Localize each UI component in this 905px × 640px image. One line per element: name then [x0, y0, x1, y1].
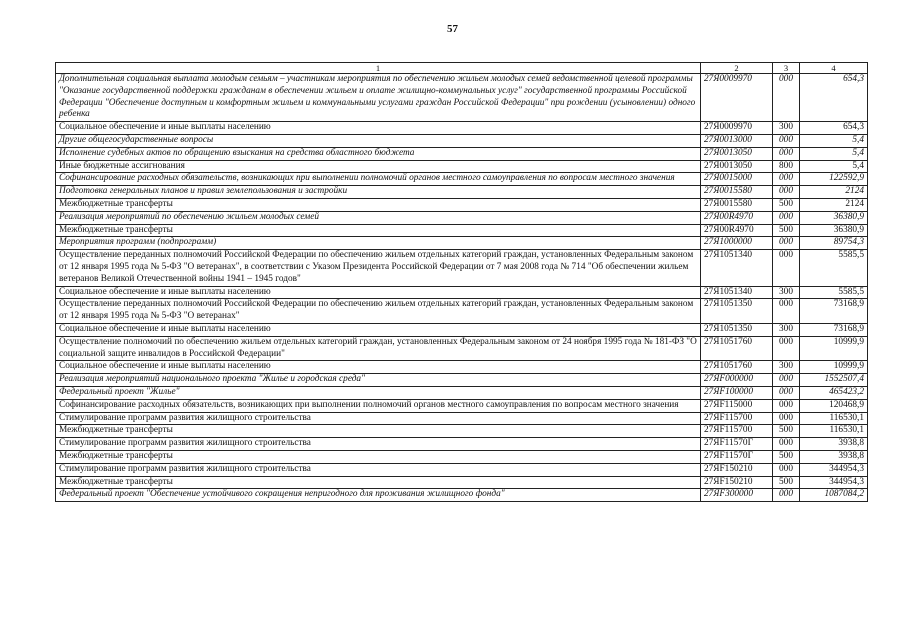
- row-type-cell: 000: [773, 186, 800, 199]
- row-sum-cell: 5,4: [800, 147, 868, 160]
- row-sum-cell: 344954,3: [800, 463, 868, 476]
- row-name-cell: Другие общегосударственные вопросы: [56, 134, 701, 147]
- row-code-cell: 27Я00R4970: [701, 211, 773, 224]
- table-row: [56, 425, 868, 438]
- row-code-cell: 27Я1051350: [701, 299, 773, 324]
- row-name-cell: Осуществление переданных полномочий Российской Федерации по обеспечению жильем отдельных категорий граждан, установленных Федеральным законом от 12 января 1995 года № 5-ФЗ "О ветеранах": [56, 299, 701, 324]
- table-row: [56, 476, 868, 489]
- row-sum-cell: 654,3: [800, 122, 868, 135]
- row-name-cell: Исполнение судебных актов по обращению взыскания на средства областного бюджета: [56, 147, 701, 160]
- table-row: [56, 224, 868, 237]
- row-code-cell: 27ЯF115000: [701, 399, 773, 412]
- row-sum-cell: 2124: [800, 186, 868, 199]
- row-name-cell: Социальное обеспечение и иные выплаты населению: [56, 122, 701, 135]
- row-type-cell: 000: [773, 463, 800, 476]
- row-type-cell: 300: [773, 323, 800, 336]
- header-cell-sum: 4: [800, 63, 868, 74]
- row-sum-cell: 5,4: [800, 160, 868, 173]
- row-type-cell: 000: [773, 374, 800, 387]
- row-name-cell: Стимулирование программ развития жилищного строительства: [56, 463, 701, 476]
- row-type-cell: 000: [773, 438, 800, 451]
- row-name-cell: Стимулирование программ развития жилищного строительства: [56, 412, 701, 425]
- table-row: [56, 160, 868, 173]
- table-row: [56, 374, 868, 387]
- table-row: [56, 438, 868, 451]
- row-name-cell: Федеральный проект "Жилье": [56, 386, 701, 399]
- row-name-cell: Социальное обеспечение и иные выплаты населению: [56, 361, 701, 374]
- row-type-cell: 500: [773, 224, 800, 237]
- row-code-cell: 27ЯF115700: [701, 425, 773, 438]
- row-sum-cell: 465423,2: [800, 386, 868, 399]
- table-row: [56, 173, 868, 186]
- table-row: [56, 122, 868, 135]
- row-type-cell: 000: [773, 489, 800, 502]
- row-name-cell: Межбюджетные трансферты: [56, 450, 701, 463]
- row-type-cell: 500: [773, 198, 800, 211]
- row-code-cell: 27Я00R4970: [701, 224, 773, 237]
- table-row: [56, 74, 868, 122]
- row-sum-cell: 5,4: [800, 134, 868, 147]
- row-sum-cell: 89754,3: [800, 237, 868, 250]
- table-row: [56, 134, 868, 147]
- row-code-cell: 27ЯF150210: [701, 463, 773, 476]
- row-type-cell: 500: [773, 450, 800, 463]
- row-sum-cell: 654,3: [800, 74, 868, 122]
- table-row: [56, 361, 868, 374]
- table-row: [56, 186, 868, 199]
- row-sum-cell: 73168,9: [800, 299, 868, 324]
- row-name-cell: Софинансирование расходных обязательств, возникающих при выполнении полномочий органов местного самоуправления по вопросам местного значения: [56, 399, 701, 412]
- row-code-cell: 27Я0015000: [701, 173, 773, 186]
- table-row: [56, 399, 868, 412]
- table-row: [56, 299, 868, 324]
- row-code-cell: 27Я1051340: [701, 250, 773, 286]
- row-sum-cell: 344954,3: [800, 476, 868, 489]
- row-code-cell: 27ЯF000000: [701, 374, 773, 387]
- row-type-cell: 300: [773, 361, 800, 374]
- row-name-cell: Софинансирование расходных обязательств, возникающих при выполнении полномочий органов местного самоуправления по вопросам местного значения: [56, 173, 701, 186]
- row-name-cell: Подготовка генеральных планов и правил землепользования и застройки: [56, 186, 701, 199]
- row-code-cell: 27ЯF11570Г: [701, 438, 773, 451]
- row-name-cell: Социальное обеспечение и иные выплаты населению: [56, 323, 701, 336]
- row-type-cell: 000: [773, 299, 800, 324]
- row-code-cell: 27Я0013000: [701, 134, 773, 147]
- row-code-cell: 27Я0015580: [701, 186, 773, 199]
- row-name-cell: Осуществление полномочий по обеспечению жильем отдельных категорий граждан, установленных Федеральным законом от 24 ноября 1995 года № 181-ФЗ "О социальной защите инвалидов в Российской Федерации": [56, 336, 701, 361]
- table-header-row: [56, 63, 868, 74]
- row-sum-cell: 120468,9: [800, 399, 868, 412]
- row-type-cell: 800: [773, 160, 800, 173]
- budget-table: [55, 62, 868, 502]
- row-type-cell: 300: [773, 286, 800, 299]
- header-cell-name: 1: [56, 63, 701, 74]
- row-name-cell: Социальное обеспечение и иные выплаты населению: [56, 286, 701, 299]
- table-row: [56, 211, 868, 224]
- table-row: [56, 250, 868, 286]
- row-name-cell: Межбюджетные трансферты: [56, 198, 701, 211]
- row-sum-cell: 73168,9: [800, 323, 868, 336]
- row-type-cell: 500: [773, 476, 800, 489]
- row-type-cell: 000: [773, 250, 800, 286]
- row-type-cell: 000: [773, 336, 800, 361]
- row-code-cell: 27Я1051350: [701, 323, 773, 336]
- row-sum-cell: 1087084,2: [800, 489, 868, 502]
- row-code-cell: 27ЯF100000: [701, 386, 773, 399]
- row-name-cell: Реализация мероприятий национального проекта "Жилье и городская среда": [56, 374, 701, 387]
- row-sum-cell: 36380,9: [800, 211, 868, 224]
- row-name-cell: Иные бюджетные ассигнования: [56, 160, 701, 173]
- table-row: [56, 463, 868, 476]
- row-type-cell: 000: [773, 173, 800, 186]
- row-type-cell: 000: [773, 412, 800, 425]
- row-sum-cell: 3938,8: [800, 438, 868, 451]
- row-code-cell: 27Я0013050: [701, 147, 773, 160]
- row-code-cell: 27Я1051760: [701, 336, 773, 361]
- table-row: [56, 198, 868, 211]
- row-sum-cell: 10999,9: [800, 361, 868, 374]
- row-sum-cell: 1552507,4: [800, 374, 868, 387]
- table-row: [56, 450, 868, 463]
- header-cell-type: 3: [773, 63, 800, 74]
- row-type-cell: 000: [773, 399, 800, 412]
- table-row: [56, 412, 868, 425]
- row-type-cell: 500: [773, 425, 800, 438]
- table-row: [56, 386, 868, 399]
- row-name-cell: Межбюджетные трансферты: [56, 476, 701, 489]
- row-sum-cell: 10999,9: [800, 336, 868, 361]
- row-sum-cell: 116530,1: [800, 412, 868, 425]
- row-name-cell: Мероприятия программ (подпрограмм): [56, 237, 701, 250]
- row-type-cell: 000: [773, 386, 800, 399]
- row-type-cell: 000: [773, 147, 800, 160]
- row-name-cell: Стимулирование программ развития жилищного строительства: [56, 438, 701, 451]
- row-name-cell: Федеральный проект "Обеспечение устойчивого сокращения непригодного для проживания жилищного фонда": [56, 489, 701, 502]
- row-name-cell: Осуществление переданных полномочий Российской Федерации по обеспечению жильем отдельных категорий граждан, установленных Федеральным законом от 12 января 1995 года № 5-ФЗ "О ветеранах", в соответствии с Указом Президента Российской Федерации от 7 мая 2008 года № 714 "Об обеспечении жильем ветеранов Великой Отечественной войны 1941 – 1945 годов": [56, 250, 701, 286]
- table-row: [56, 237, 868, 250]
- row-sum-cell: 2124: [800, 198, 868, 211]
- row-type-cell: 000: [773, 211, 800, 224]
- table-row: [56, 147, 868, 160]
- row-type-cell: 000: [773, 74, 800, 122]
- row-sum-cell: 122592,9: [800, 173, 868, 186]
- row-code-cell: 27Я0009970: [701, 74, 773, 122]
- table-row: [56, 286, 868, 299]
- table-row: [56, 336, 868, 361]
- row-type-cell: 000: [773, 237, 800, 250]
- row-sum-cell: 5585,5: [800, 250, 868, 286]
- table-row: [56, 323, 868, 336]
- row-sum-cell: 3938,8: [800, 450, 868, 463]
- row-name-cell: Реализация мероприятий по обеспечению жильем молодых семей: [56, 211, 701, 224]
- row-type-cell: 300: [773, 122, 800, 135]
- header-cell-code: 2: [701, 63, 773, 74]
- row-name-cell: Межбюджетные трансферты: [56, 425, 701, 438]
- row-sum-cell: 116530,1: [800, 425, 868, 438]
- row-code-cell: 27ЯF11570Г: [701, 450, 773, 463]
- row-code-cell: 27Я0013050: [701, 160, 773, 173]
- row-sum-cell: 5585,5: [800, 286, 868, 299]
- row-type-cell: 000: [773, 134, 800, 147]
- row-code-cell: 27Я0015580: [701, 198, 773, 211]
- page-number: 57: [447, 23, 458, 35]
- row-code-cell: 27ЯF115700: [701, 412, 773, 425]
- row-code-cell: 27Я1051760: [701, 361, 773, 374]
- row-code-cell: 27ЯF150210: [701, 476, 773, 489]
- row-name-cell: Межбюджетные трансферты: [56, 224, 701, 237]
- table-row: [56, 489, 868, 502]
- row-code-cell: 27ЯF300000: [701, 489, 773, 502]
- row-code-cell: 27Я1000000: [701, 237, 773, 250]
- row-name-cell: Дополнительная социальная выплата молодым семьям – участникам мероприятия по обеспечению жильем молодых семей ведомственной целевой программы "Оказание государственной поддержки гражданам в обеспечении жильем и оплате жилищно-коммунальных услуг" государственной программы Российской Федерации "Обеспечение доступным и комфортным жильем и коммунальными услугами граждан Российской Федерации" при рождении (усыновлении) одного ребенка: [56, 74, 701, 122]
- row-sum-cell: 36380,9: [800, 224, 868, 237]
- row-code-cell: 27Я1051340: [701, 286, 773, 299]
- row-code-cell: 27Я0009970: [701, 122, 773, 135]
